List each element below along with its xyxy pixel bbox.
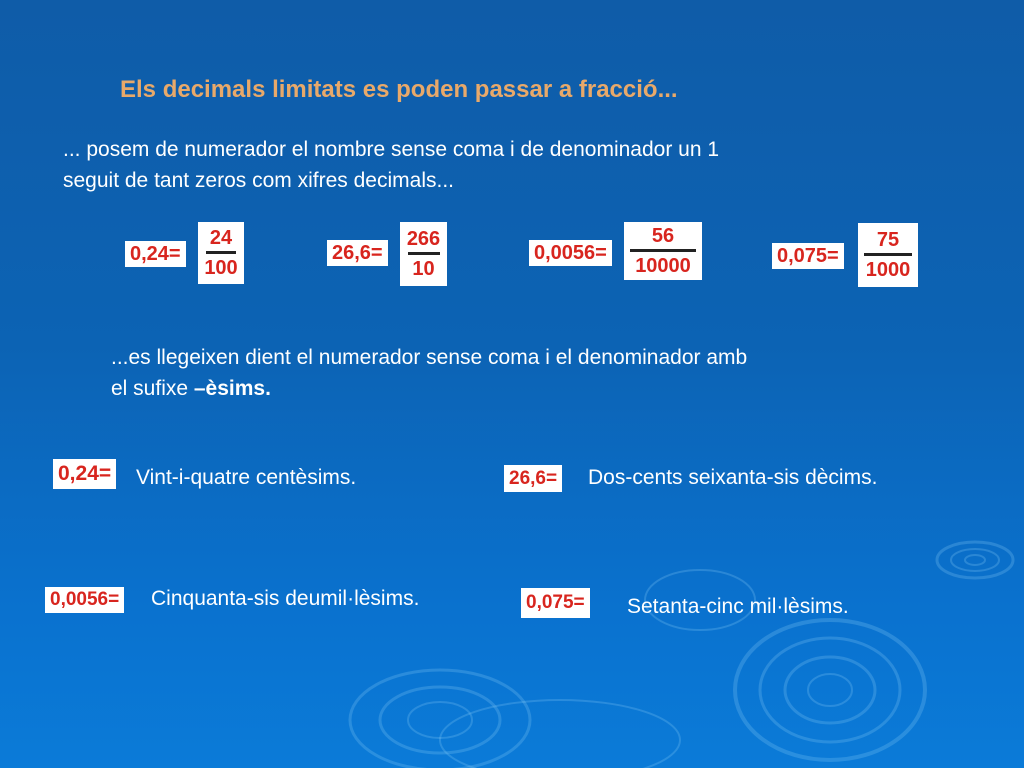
fraction-bar bbox=[206, 251, 236, 254]
conversion-fraction bbox=[624, 222, 702, 280]
fraction-numerator: 24 bbox=[209, 227, 233, 249]
fraction-numerator: 75 bbox=[876, 229, 900, 251]
fraction-denominator: 10000 bbox=[635, 255, 691, 277]
rule-line-2-prefix: el sufixe bbox=[111, 377, 194, 400]
fraction-numerator: 56 bbox=[651, 225, 675, 247]
fraction-bar bbox=[864, 253, 912, 256]
reading-text: Dos-cents seixanta-sis dècims. bbox=[588, 466, 878, 489]
intro-line-1: ... posem de numerador el nombre sense coma i de denominador un 1 bbox=[63, 138, 720, 161]
fraction-bar bbox=[630, 249, 696, 252]
conversion-decimal-label: 0,075= bbox=[772, 243, 844, 269]
intro-line-2: seguit de tant zeros com xifres decimals... bbox=[63, 169, 454, 192]
conversion-fraction bbox=[400, 222, 447, 286]
reading-decimal-label: 0,24= bbox=[53, 459, 116, 489]
reading-text: Vint-i-quatre centèsims. bbox=[136, 466, 357, 489]
reading-decimal-label: 26,6= bbox=[504, 465, 562, 492]
rule-line-1: ...es llegeixen dient el numerador sense coma i el denominador amb bbox=[111, 346, 748, 369]
conversion-decimal-label: 26,6= bbox=[327, 240, 388, 266]
fraction-bar bbox=[408, 252, 440, 255]
reading-decimal-label: 0,0056= bbox=[45, 587, 124, 613]
reading-text: Setanta-cinc mil·lèsims. bbox=[627, 595, 849, 618]
reading-decimal-label: 0,075= bbox=[521, 588, 590, 618]
fraction-numerator: 266 bbox=[406, 228, 441, 250]
conversion-decimal-label: 0,24= bbox=[125, 241, 186, 267]
conversion-fraction bbox=[858, 223, 918, 287]
conversion-decimal-label: 0,0056= bbox=[529, 240, 612, 266]
reading-text: Cinquanta-sis deumil·lèsims. bbox=[151, 587, 420, 610]
intro-paragraph bbox=[63, 134, 883, 196]
slide-title: Els decimals limitats es poden passar a fracció... bbox=[120, 76, 678, 103]
fraction-denominator: 1000 bbox=[865, 259, 911, 281]
reading-rule-paragraph bbox=[111, 342, 911, 404]
conversion-fraction bbox=[198, 222, 244, 284]
suffix-bold: –èsims. bbox=[193, 377, 271, 400]
fraction-denominator: 10 bbox=[412, 258, 435, 280]
fraction-denominator: 100 bbox=[204, 257, 238, 279]
rule-line-2 bbox=[111, 373, 911, 404]
